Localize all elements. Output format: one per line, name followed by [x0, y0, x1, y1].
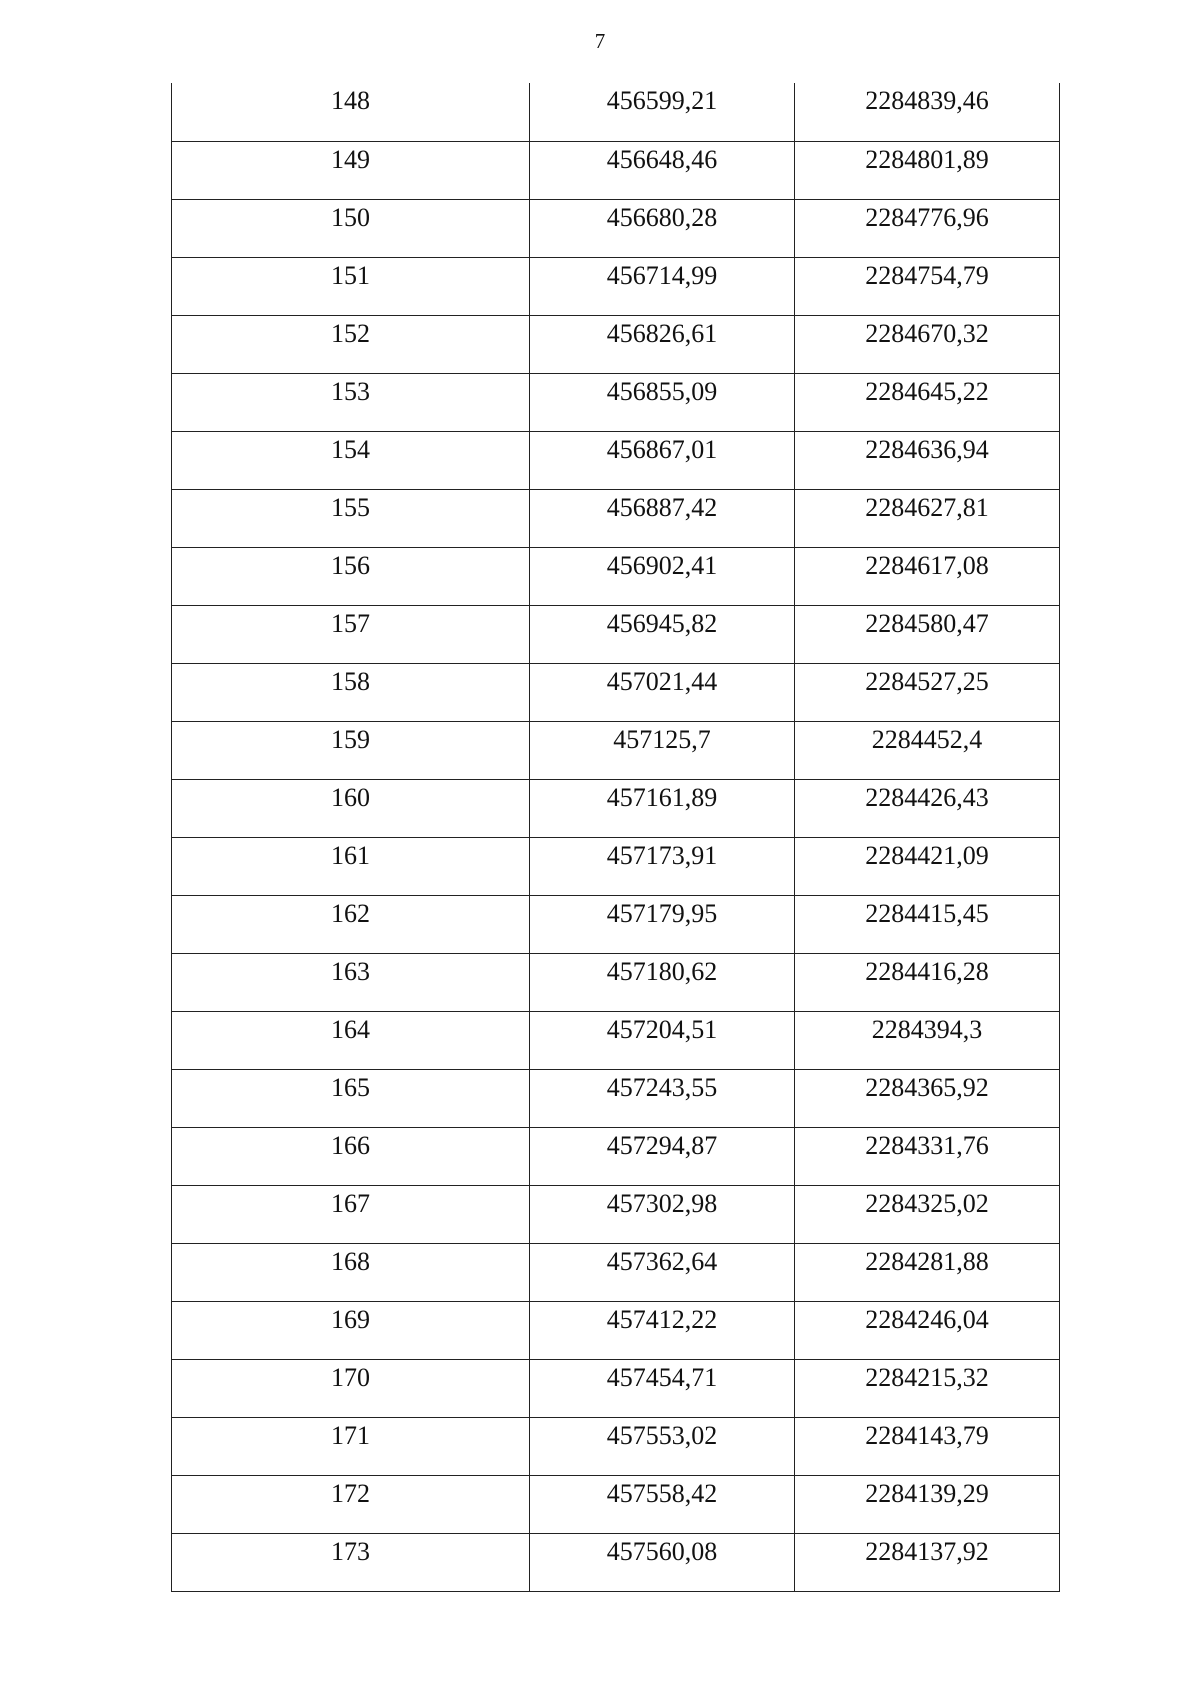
table-row [172, 257, 1060, 315]
y-coordinate-cell: 2284580,47 [795, 605, 1060, 663]
x-coordinate-cell: 457179,95 [530, 895, 795, 953]
table-row [172, 431, 1060, 489]
x-coordinate-cell: 457558,42 [530, 1475, 795, 1533]
y-coordinate-cell: 2284325,02 [795, 1185, 1060, 1243]
table-row [172, 1185, 1060, 1243]
point-number-cell: 156 [172, 547, 530, 605]
x-coordinate-cell: 457294,87 [530, 1127, 795, 1185]
x-coordinate-cell: 456902,41 [530, 547, 795, 605]
x-coordinate-cell: 457125,7 [530, 721, 795, 779]
table-row [172, 1301, 1060, 1359]
point-number-cell: 162 [172, 895, 530, 953]
x-coordinate-cell: 456714,99 [530, 257, 795, 315]
x-coordinate-cell: 457180,62 [530, 953, 795, 1011]
y-coordinate-cell: 2284365,92 [795, 1069, 1060, 1127]
x-coordinate-cell: 457173,91 [530, 837, 795, 895]
table-row [172, 1069, 1060, 1127]
table-row [172, 1359, 1060, 1417]
table-row [172, 489, 1060, 547]
table-row [172, 1417, 1060, 1475]
table-row [172, 1533, 1060, 1591]
y-coordinate-cell: 2284452,4 [795, 721, 1060, 779]
x-coordinate-cell: 456855,09 [530, 373, 795, 431]
table-row [172, 547, 1060, 605]
x-coordinate-cell: 456887,42 [530, 489, 795, 547]
x-coordinate-cell: 457021,44 [530, 663, 795, 721]
table-row [172, 1475, 1060, 1533]
point-number-cell: 170 [172, 1359, 530, 1417]
table-row [172, 83, 1060, 141]
x-coordinate-cell: 456826,61 [530, 315, 795, 373]
x-coordinate-cell: 457454,71 [530, 1359, 795, 1417]
y-coordinate-cell: 2284416,28 [795, 953, 1060, 1011]
point-number-cell: 148 [172, 83, 530, 141]
table-row [172, 141, 1060, 199]
x-coordinate-cell: 456648,46 [530, 141, 795, 199]
table-row [172, 1127, 1060, 1185]
table-row [172, 373, 1060, 431]
table-row [172, 953, 1060, 1011]
table-row [172, 315, 1060, 373]
point-number-cell: 173 [172, 1533, 530, 1591]
x-coordinate-cell: 457362,64 [530, 1243, 795, 1301]
point-number-cell: 166 [172, 1127, 530, 1185]
table-row [172, 1011, 1060, 1069]
point-number-cell: 160 [172, 779, 530, 837]
table-row [172, 1243, 1060, 1301]
point-number-cell: 168 [172, 1243, 530, 1301]
table-row [172, 779, 1060, 837]
y-coordinate-cell: 2284215,32 [795, 1359, 1060, 1417]
point-number-cell: 169 [172, 1301, 530, 1359]
point-number-cell: 165 [172, 1069, 530, 1127]
table-row [172, 605, 1060, 663]
point-number-cell: 161 [172, 837, 530, 895]
y-coordinate-cell: 2284143,79 [795, 1417, 1060, 1475]
y-coordinate-cell: 2284137,92 [795, 1533, 1060, 1591]
page-number: 7 [594, 29, 606, 53]
point-number-cell: 171 [172, 1417, 530, 1475]
point-number-cell: 167 [172, 1185, 530, 1243]
y-coordinate-cell: 2284645,22 [795, 373, 1060, 431]
x-coordinate-cell: 456680,28 [530, 199, 795, 257]
x-coordinate-cell: 456867,01 [530, 431, 795, 489]
x-coordinate-cell: 457412,22 [530, 1301, 795, 1359]
point-number-cell: 163 [172, 953, 530, 1011]
point-number-cell: 151 [172, 257, 530, 315]
x-coordinate-cell: 457204,51 [530, 1011, 795, 1069]
y-coordinate-cell: 2284636,94 [795, 431, 1060, 489]
x-coordinate-cell: 457560,08 [530, 1533, 795, 1591]
x-coordinate-cell: 457302,98 [530, 1185, 795, 1243]
y-coordinate-cell: 2284281,88 [795, 1243, 1060, 1301]
y-coordinate-cell: 2284754,79 [795, 257, 1060, 315]
table-row [172, 663, 1060, 721]
x-coordinate-cell: 457243,55 [530, 1069, 795, 1127]
point-number-cell: 152 [172, 315, 530, 373]
table-row [172, 895, 1060, 953]
table-row [172, 721, 1060, 779]
point-number-cell: 158 [172, 663, 530, 721]
y-coordinate-cell: 2284801,89 [795, 141, 1060, 199]
y-coordinate-cell: 2284776,96 [795, 199, 1060, 257]
coordinates-table-body [172, 83, 1060, 1591]
table-row [172, 199, 1060, 257]
point-number-cell: 153 [172, 373, 530, 431]
y-coordinate-cell: 2284246,04 [795, 1301, 1060, 1359]
y-coordinate-cell: 2284839,46 [795, 83, 1060, 141]
point-number-cell: 157 [172, 605, 530, 663]
y-coordinate-cell: 2284670,32 [795, 315, 1060, 373]
y-coordinate-cell: 2284139,29 [795, 1475, 1060, 1533]
y-coordinate-cell: 2284426,43 [795, 779, 1060, 837]
point-number-cell: 172 [172, 1475, 530, 1533]
y-coordinate-cell: 2284617,08 [795, 547, 1060, 605]
point-number-cell: 159 [172, 721, 530, 779]
x-coordinate-cell: 456945,82 [530, 605, 795, 663]
y-coordinate-cell: 2284527,25 [795, 663, 1060, 721]
point-number-cell: 155 [172, 489, 530, 547]
x-coordinate-cell: 457161,89 [530, 779, 795, 837]
table-row [172, 837, 1060, 895]
y-coordinate-cell: 2284415,45 [795, 895, 1060, 953]
y-coordinate-cell: 2284394,3 [795, 1011, 1060, 1069]
point-number-cell: 154 [172, 431, 530, 489]
y-coordinate-cell: 2284421,09 [795, 837, 1060, 895]
x-coordinate-cell: 456599,21 [530, 83, 795, 141]
y-coordinate-cell: 2284627,81 [795, 489, 1060, 547]
y-coordinate-cell: 2284331,76 [795, 1127, 1060, 1185]
x-coordinate-cell: 457553,02 [530, 1417, 795, 1475]
point-number-cell: 150 [172, 199, 530, 257]
point-number-cell: 164 [172, 1011, 530, 1069]
coordinates-table [171, 83, 1060, 1592]
point-number-cell: 149 [172, 141, 530, 199]
